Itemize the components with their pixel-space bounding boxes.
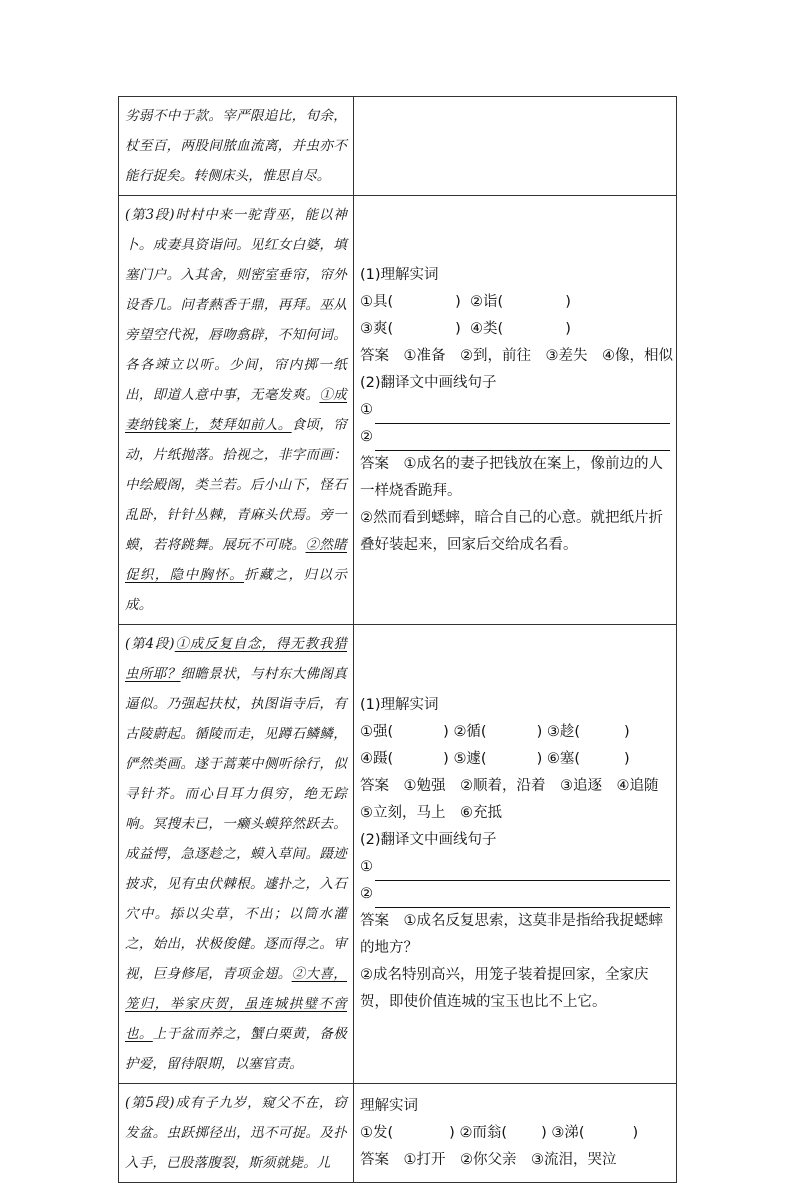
source-text-body: 折藏之，归以示成。: [125, 567, 347, 613]
table-row: [119, 97, 677, 196]
vocab-item-close: ): [536, 751, 543, 767]
vocab-item: ⑥塞(: [546, 751, 581, 767]
underlined-sentence-2: ②然睹促织，隐中胸怀。: [125, 537, 347, 583]
source-text-body: (第4段): [125, 636, 175, 652]
blank-line: [375, 889, 670, 908]
exercise-cell: [354, 625, 677, 1084]
translate-heading: (2)翻译文中画线句子: [360, 374, 497, 391]
vocab-item-close: ): [536, 724, 543, 740]
source-text-cell: [119, 196, 354, 625]
source-text-cell: [119, 97, 354, 196]
blank-line: [375, 432, 670, 451]
answer-blank[interactable]: [360, 397, 670, 424]
vocab-item: ①发(: [360, 1124, 394, 1141]
vocab-row: [360, 1120, 670, 1147]
vocab-item-close: ): [624, 751, 630, 767]
vocab-item-close: ): [541, 1124, 547, 1141]
study-table: [118, 96, 677, 1183]
translation-answer: ②然而看到蟋蟀，暗合自己的心意。就把纸片折叠好装起来，回家后交给成名看。: [360, 509, 663, 553]
source-text-cell: [119, 625, 354, 1084]
exercise-block: [354, 1091, 676, 1176]
source-text-body: (第5段)成有子九岁，窥父不在，窃发盆。虫跃掷径出，迅不可捉。及扑入手，已股落腹裂，斯须就毙。儿: [125, 1095, 347, 1171]
underlined-sentence-1: ①成反复自念，得无教我猎虫所耶？: [125, 636, 348, 682]
vocab-item: ④蹑(: [360, 751, 394, 767]
source-text-body: (第3段)时村中来一驼背巫，能以神卜。成妻具资诣问。见红女白婆，填塞门户。入其舍，则密室垂帘，帘外设香几。问者爇香于鼎，再拜。巫从旁望空代祝，唇吻翕辟，不知何词。各各竦立以听。少间，帘内掷一纸出，即道人意中事，无毫发爽。: [125, 207, 347, 403]
blank-number: ①: [360, 401, 373, 418]
answer-blank[interactable]: [360, 424, 670, 451]
source-text-body: 食顷，帘动，片纸抛落。拾视之，非字而画：中绘殿阁，类兰若。后小山下，怪石乱卧，针针丛棘，青麻头伏焉。旁一蟆，若将跳舞。展玩不可晓。: [125, 417, 347, 553]
vocab-item-close: ): [565, 320, 571, 337]
translation-answer: 答案 ①成名反复思索，这莫非是指给我捉蟋蟀的地方？: [360, 913, 663, 956]
source-text: [119, 625, 353, 1083]
vocab-answer: 答案 ①打开 ②你父亲 ③流泪，哭泣: [360, 1151, 617, 1168]
translation-answer: 答案 ①成名的妻子把钱放在案上，像前边的人一样烧香跪拜。: [360, 455, 663, 499]
table-row: [119, 196, 677, 625]
vocab-answer: 答案 ①准备 ②到，前往 ③差失 ④像，相似: [360, 347, 673, 364]
source-text: [119, 196, 353, 624]
vocab-row: [360, 289, 670, 316]
table-row: [119, 1084, 677, 1183]
vocab-heading: (1)理解实词: [360, 697, 439, 713]
vocab-item-close: ): [455, 293, 461, 310]
source-text: [119, 97, 353, 195]
exercise-block: [354, 260, 676, 561]
source-text: [119, 1084, 353, 1182]
vocab-item: ②循(: [453, 724, 487, 740]
vocab-item: ④类(: [470, 320, 504, 337]
vocab-row: [360, 719, 670, 746]
vocab-answer: 答案 ①勉强 ②顺着，沿着 ③追逐 ④追随 ⑤立刻，马上 ⑥充抵: [360, 778, 673, 821]
source-text-cell: [119, 1084, 354, 1183]
vocab-item: ③涕(: [551, 1124, 585, 1141]
blank-number: ②: [360, 886, 373, 902]
underlined-sentence-2: ②大喜，笼归，举家庆贺，虽连城拱璧不啻也。: [125, 966, 347, 1042]
vocab-item-close: ): [624, 724, 630, 740]
vocab-item: ③爽(: [360, 320, 394, 337]
blank-number: ②: [360, 428, 373, 445]
exercise-cell: [354, 1084, 677, 1183]
vocab-heading: (1)理解实词: [360, 266, 439, 283]
translation-answer: ②成名特别高兴，用笼子装着提回家，全家庆贺，即使价值连城的宝玉也比不上它。: [360, 967, 649, 1010]
vocab-item-close: ): [443, 751, 449, 767]
source-text-body: 细瞻景状，与村东大佛阁真逼似。乃强起扶杖，执图诣寺后，有古陵蔚起。循陵而走，见蹲石鳞鳞，俨然类画。遂于蒿莱中侧听徐行，似寻针芥。而心目耳力俱穷，绝无踪响。冥搜未已，一癞头蟆猝然跃去。成益愕，急逐趁之，蟆入草间。蹑迹披求，见有虫伏棘根。遽扑之，入石穴中。掭以尖草，不出；以筒水灌之，始出，状极俊健。逐而得之。审视，巨身修尾，青项金翅。: [125, 666, 347, 982]
vocab-item-close: ): [565, 293, 571, 310]
source-text-body: 上于盆而养之，蟹白栗黄，备极护爱，留待限期，以塞官责。: [125, 1026, 347, 1072]
vocab-item-close: ): [443, 724, 449, 740]
underlined-sentence-1: ①成妻纳钱案上，焚拜如前人。: [125, 387, 347, 433]
vocab-item: ②诣(: [470, 293, 504, 310]
vocab-item: ②而翁(: [459, 1124, 508, 1141]
vocab-row: [360, 316, 670, 343]
vocab-item-close: ): [455, 320, 461, 337]
vocab-row: [360, 746, 670, 773]
blank-line: [375, 405, 670, 424]
vocab-item: ⑤遽(: [453, 751, 487, 767]
answer-blank[interactable]: [360, 854, 670, 881]
answer-blank[interactable]: [360, 881, 670, 908]
vocab-item: ③趁(: [546, 724, 581, 740]
vocab-item: ①强(: [360, 724, 394, 740]
exercise-cell: [354, 196, 677, 625]
table-row: [119, 625, 677, 1084]
vocab-heading: 理解实词: [360, 1097, 418, 1114]
vocab-item-close: ): [632, 1124, 639, 1141]
exercise-block: [354, 690, 676, 1018]
source-text-body: 劣弱不中于款。宰严限追比，旬余，杖至百，两股间脓血流离，并虫亦不能行捉矣。转侧床头，惟思自尽。: [125, 108, 347, 184]
exercise-cell: [354, 97, 677, 196]
blank-line: [375, 862, 670, 881]
vocab-item-close: ): [449, 1124, 455, 1141]
vocab-item: ①具(: [360, 293, 394, 310]
blank-number: ①: [360, 859, 373, 875]
translate-heading: (2)翻译文中画线句子: [360, 832, 497, 848]
